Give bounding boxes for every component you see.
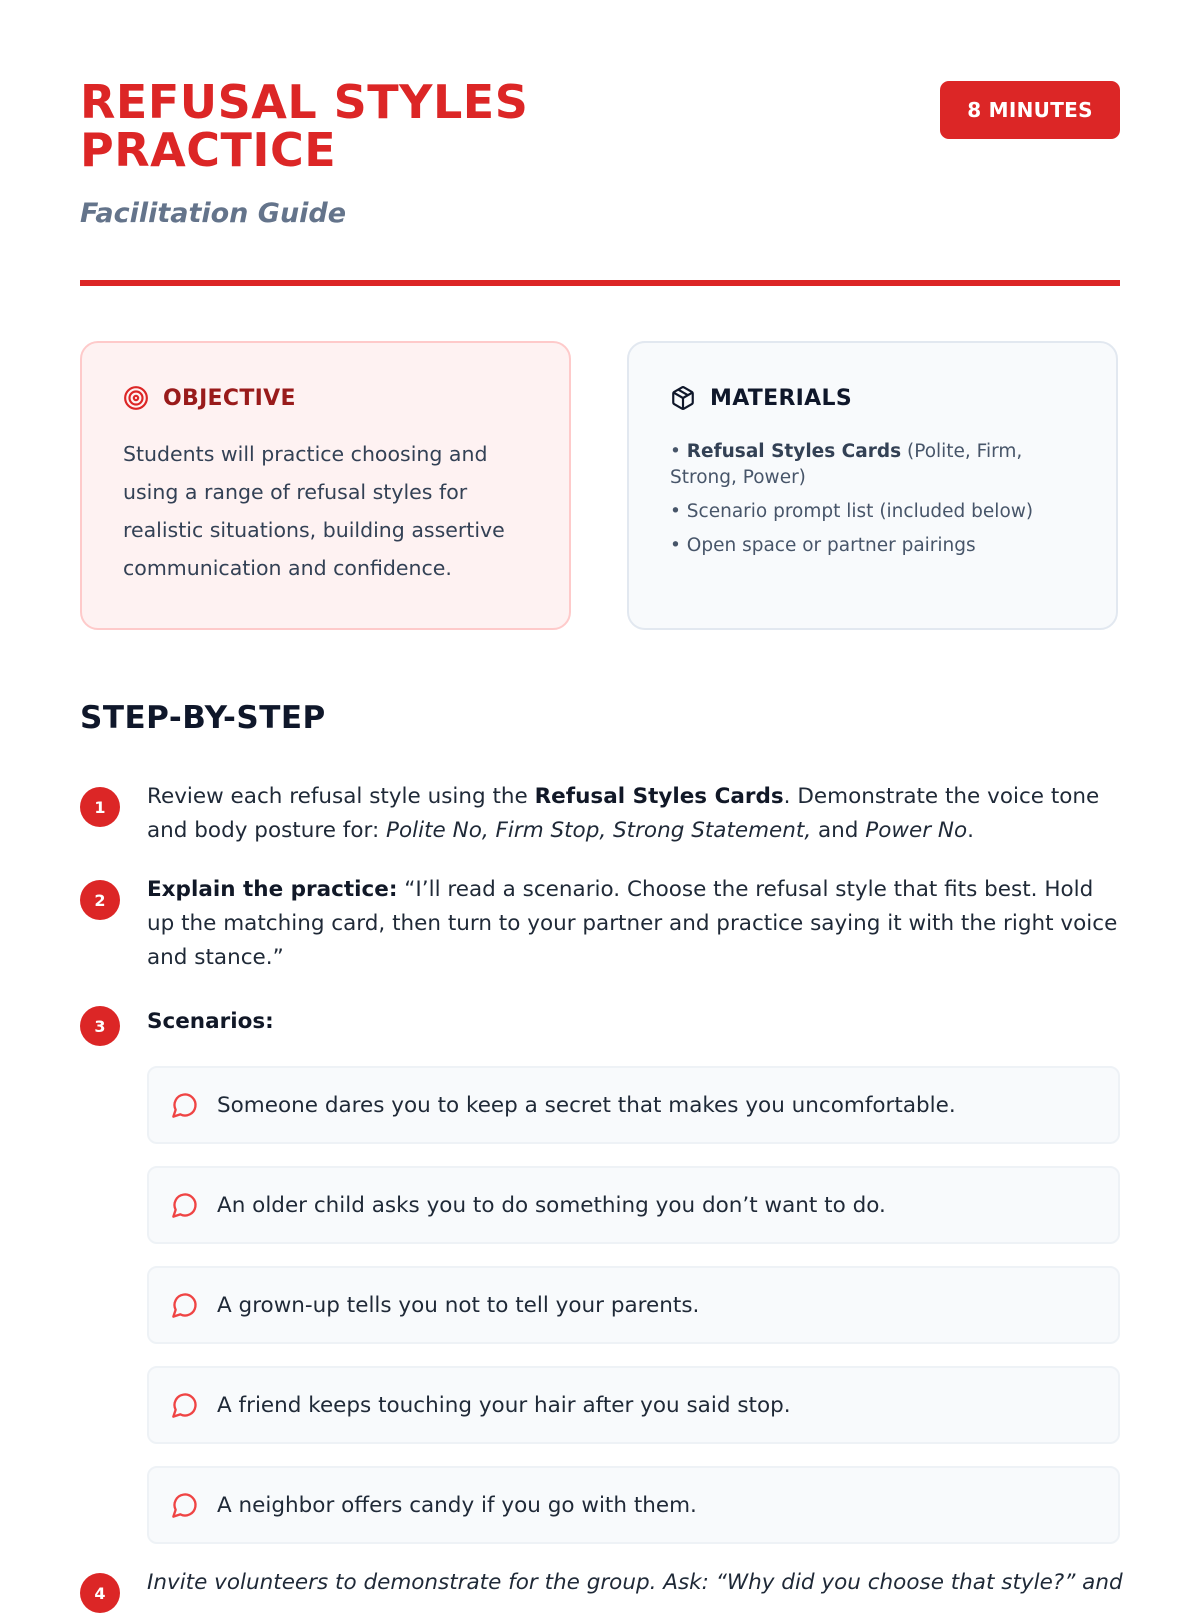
step-text-part: and bbox=[811, 818, 866, 843]
step-text-italic: Power No bbox=[865, 818, 968, 843]
scenario-item bbox=[147, 1166, 1120, 1244]
scenario-text: A grown-up tells you not to tell your parents. bbox=[217, 1292, 700, 1318]
scenario-item bbox=[147, 1466, 1120, 1544]
materials-item-text: Scenario prompt list (included below) bbox=[686, 501, 1034, 522]
step-text-italic: Polite No, Firm Stop, Strong Statement, bbox=[386, 818, 812, 843]
materials-item-bold: Refusal Styles Cards bbox=[686, 441, 902, 462]
step-text bbox=[147, 1566, 1123, 1600]
step-text-bold: Explain the practice: bbox=[147, 877, 398, 902]
title-line-2: PRACTICE bbox=[80, 123, 337, 177]
step-text-part: . bbox=[967, 818, 974, 843]
step-number-badge: 3 bbox=[80, 1006, 120, 1046]
objective-text: Students will practice choosing and using a range of refusal styles for realistic situations, building assertive communication and confidence. bbox=[123, 442, 505, 580]
speech-bubble-icon bbox=[171, 1391, 199, 1419]
page-header bbox=[80, 0, 1120, 286]
step-text-part: . Demonstrate the voice tone and body posture for: bbox=[147, 784, 1100, 843]
step-text-part: “I’ll read a scenario. Choose the refusal style that fits best. Hold up the matching card, then turn to your partner and practice saying it with the right voice and stance.” bbox=[147, 877, 1118, 970]
materials-list bbox=[670, 439, 1080, 567]
materials-card bbox=[627, 341, 1118, 630]
step-number-badge: 1 bbox=[80, 787, 120, 827]
materials-item: • Open space or partner pairings bbox=[670, 535, 976, 556]
materials-heading: MATERIALS bbox=[710, 385, 852, 411]
step-text-bold: Refusal Styles Cards bbox=[534, 784, 784, 809]
scenario-item bbox=[147, 1266, 1120, 1344]
scenario-item bbox=[147, 1066, 1120, 1144]
page-title bbox=[80, 75, 700, 177]
target-icon bbox=[123, 385, 149, 411]
title-line-1: REFUSAL STYLES bbox=[80, 75, 529, 129]
steps-heading: STEP-BY-STEP bbox=[80, 700, 326, 736]
step-text-part: Review each refusal style using the bbox=[147, 784, 535, 809]
materials-item: • Refusal Styles Cards (Polite, Firm, Strong, Power) bbox=[670, 441, 1023, 488]
step-text bbox=[147, 780, 1119, 848]
objective-card bbox=[80, 341, 571, 630]
step-number-badge: 4 bbox=[80, 1573, 120, 1613]
facilitation-guide-page bbox=[80, 0, 1123, 1603]
package-icon bbox=[670, 385, 696, 411]
objective-header bbox=[123, 385, 296, 411]
scenario-text: A neighbor offers candy if you go with them. bbox=[217, 1492, 697, 1518]
materials-item-text: Open space or partner pairings bbox=[686, 535, 976, 556]
info-cards bbox=[80, 341, 1120, 631]
scenario-text: An older child asks you to do something you don’t want to do. bbox=[217, 1192, 886, 1218]
duration-badge: 8 MINUTES bbox=[940, 81, 1120, 139]
speech-bubble-icon bbox=[171, 1491, 199, 1519]
speech-bubble-icon bbox=[171, 1091, 199, 1119]
step-text bbox=[147, 1005, 1119, 1039]
step-text bbox=[147, 873, 1119, 975]
step-number-badge: 2 bbox=[80, 880, 120, 920]
speech-bubble-icon bbox=[171, 1191, 199, 1219]
scenario-text: A friend keeps touching your hair after you said stop. bbox=[217, 1392, 791, 1418]
scenario-text: Someone dares you to keep a secret that makes you uncomfortable. bbox=[217, 1092, 956, 1118]
header-divider bbox=[80, 280, 1120, 286]
scenarios-label: Scenarios: bbox=[147, 1009, 274, 1034]
objective-heading: OBJECTIVE bbox=[163, 385, 296, 411]
materials-item: • Scenario prompt list (included below) bbox=[670, 501, 1034, 522]
step-text-italic: Invite volunteers to demonstrate for the group. Ask: “Why did you choose that style?” and bbox=[147, 1570, 1123, 1595]
materials-header bbox=[670, 385, 852, 411]
page-subtitle: Facilitation Guide bbox=[80, 198, 347, 229]
materials-item-detail: (Polite, Firm, Strong, Power) bbox=[670, 441, 1023, 488]
scenario-item bbox=[147, 1366, 1120, 1444]
speech-bubble-icon bbox=[171, 1291, 199, 1319]
